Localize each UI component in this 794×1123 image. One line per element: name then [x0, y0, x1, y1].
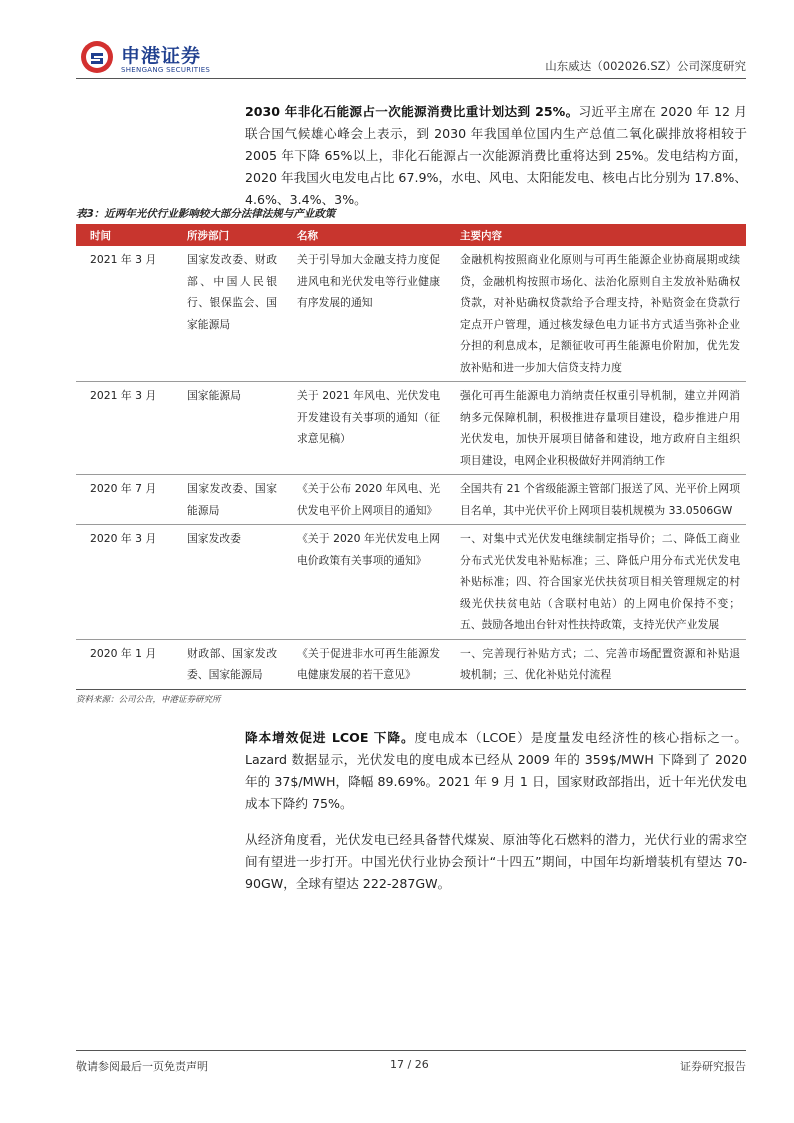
cell-dept: 国家发改委、国家能源局	[173, 475, 283, 525]
table-row	[76, 246, 746, 382]
cell-time: 2021 年 3 月	[76, 382, 173, 475]
policy-table	[76, 224, 746, 690]
column-header-content: 主要内容	[446, 224, 746, 246]
footer-disclaimer: 敬请参阅最后一页免责声明	[76, 1060, 208, 1073]
cell-name: 《关于公布 2020 年风电、光伏发电平价上网项目的通知》	[283, 475, 446, 525]
column-header-time: 时间	[76, 224, 173, 246]
cell-dept: 国家发改委、财政部、中国人民银行、银保监会、国家能源局	[173, 246, 283, 382]
table-row	[76, 382, 746, 475]
cell-content: 强化可再生能源电力消纳责任权重引导机制，建立并网消纳多元保障机制，积极推进存量项目建设，稳步推进户用光伏发电，加快开展项目储备和建设，地方政府自主组织项目建设，电网企业积极做好并网消纳工作	[446, 382, 746, 475]
footer-divider	[76, 1050, 746, 1051]
intro-body: 习近平主席在 2020 年 12 月联合国气候雄心峰会上表示，到 2030 年我国单位国内生产总值二氧化碳排放将相较于 2005 年下降 65%以上，非化石能源占一次能源消费比重将达到 25%。发电结构方面，2020 年我国火电发电占比 67.9%，水电、风电、太阳能发电、核电占比分别为 17.8%、4.6%、3.4%、3%。	[245, 104, 747, 207]
header-divider	[76, 78, 746, 79]
cell-content: 金融机构按照商业化原则与可再生能源企业协商展期或续贷，金融机构按照市场化、法治化原则自主发放补贴确权贷款，对补贴确权贷款给予合理支持，补贴资金在贷款行定点开户管理，通过核发绿色电力证书方式适当弥补企业分担的利息成本，足额征收可再生能源电价附加，优先发放补贴和进一步加大信贷支持力度	[446, 246, 746, 382]
column-header-dept: 所涉部门	[173, 224, 283, 246]
cell-name: 《关于 2020 年光伏发电上网电价政策有关事项的通知》	[283, 525, 446, 640]
report-title: 山东威达（002026.SZ）公司深度研究	[545, 59, 746, 73]
table-row	[76, 525, 746, 640]
table-row	[76, 639, 746, 689]
cell-content: 全国共有 21 个省级能源主管部门报送了风、光平价上网项目名单，其中光伏平价上网项目装机规模为 33.0506GW	[446, 475, 746, 525]
lcoe-body: 度电成本（LCOE）是度量发电经济性的核心指标之一。Lazard 数据显示，光伏发电的度电成本已经从 2009 年的 359$/MWH 下降到了 2020 年的 37$/MWH，降幅 89.69%。2021 年 9 月 1 日，国家财政部指出，近十年光伏发电成本下降约 75%。	[245, 730, 747, 811]
cell-name: 关于 2021 年风电、光伏发电开发建设有关事项的通知（征求意见稿）	[283, 382, 446, 475]
shengang-logo-icon	[80, 40, 114, 74]
cell-content: 一、完善现行补贴方式；二、完善市场配置资源和补贴退坡机制；三、优化补贴兑付流程	[446, 639, 746, 689]
cell-content: 一、对集中式光伏发电继续制定指导价；二、降低工商业分布式光伏发电补贴标准；三、降低户用分布式光伏发电补贴标准；四、符合国家光伏扶贫项目相关管理规定的村级光伏扶贫电站（含联村电站）的上网电价保持不变；五、鼓励各地出台针对性扶持政策，支持光伏产业发展	[446, 525, 746, 640]
table-header-row	[76, 224, 746, 246]
cell-time: 2021 年 3 月	[76, 246, 173, 382]
lcoe-paragraph	[245, 727, 747, 815]
table-row	[76, 475, 746, 525]
intro-lead: 2030 年非化石能源占一次能源消费比重计划达到 25%。	[245, 104, 579, 119]
intro-paragraph	[245, 101, 747, 211]
cell-time: 2020 年 1 月	[76, 639, 173, 689]
lcoe-lead: 降本增效促进 LCOE 下降。	[245, 730, 415, 745]
footer-report-type: 证券研究报告	[680, 1060, 746, 1073]
column-header-name: 名称	[283, 224, 446, 246]
cell-name: 《关于促进非水可再生能源发电健康发展的若干意见》	[283, 639, 446, 689]
cell-dept: 国家能源局	[173, 382, 283, 475]
cell-time: 2020 年 7 月	[76, 475, 173, 525]
page-header	[76, 32, 746, 78]
cell-dept: 财政部、国家发改委、国家能源局	[173, 639, 283, 689]
logo-text-cn: 申港证券	[121, 45, 202, 67]
logo-text-en: SHENGANG SECURITIES	[121, 66, 211, 74]
cell-time: 2020 年 3 月	[76, 525, 173, 640]
cell-dept: 国家发改委	[173, 525, 283, 640]
outlook-body: 从经济角度看，光伏发电已经具备替代煤炭、原油等化石燃料的潜力，光伏行业的需求空间有望进一步打开。中国光伏行业协会预计“十四五”期间，中国年均新增装机有望达 70-90GW，全球有望达 222-287GW。	[245, 832, 747, 891]
table-caption: 表3：近两年光伏行业影响较大部分法律法规与产业政策	[76, 208, 336, 220]
cell-name: 关于引导加大金融支持力度促进风电和光伏发电等行业健康有序发展的通知	[283, 246, 446, 382]
table-source: 资料来源：公司公告，申港证券研究所	[76, 695, 221, 705]
page-number: 17 / 26	[390, 1058, 429, 1071]
outlook-paragraph	[245, 829, 747, 895]
